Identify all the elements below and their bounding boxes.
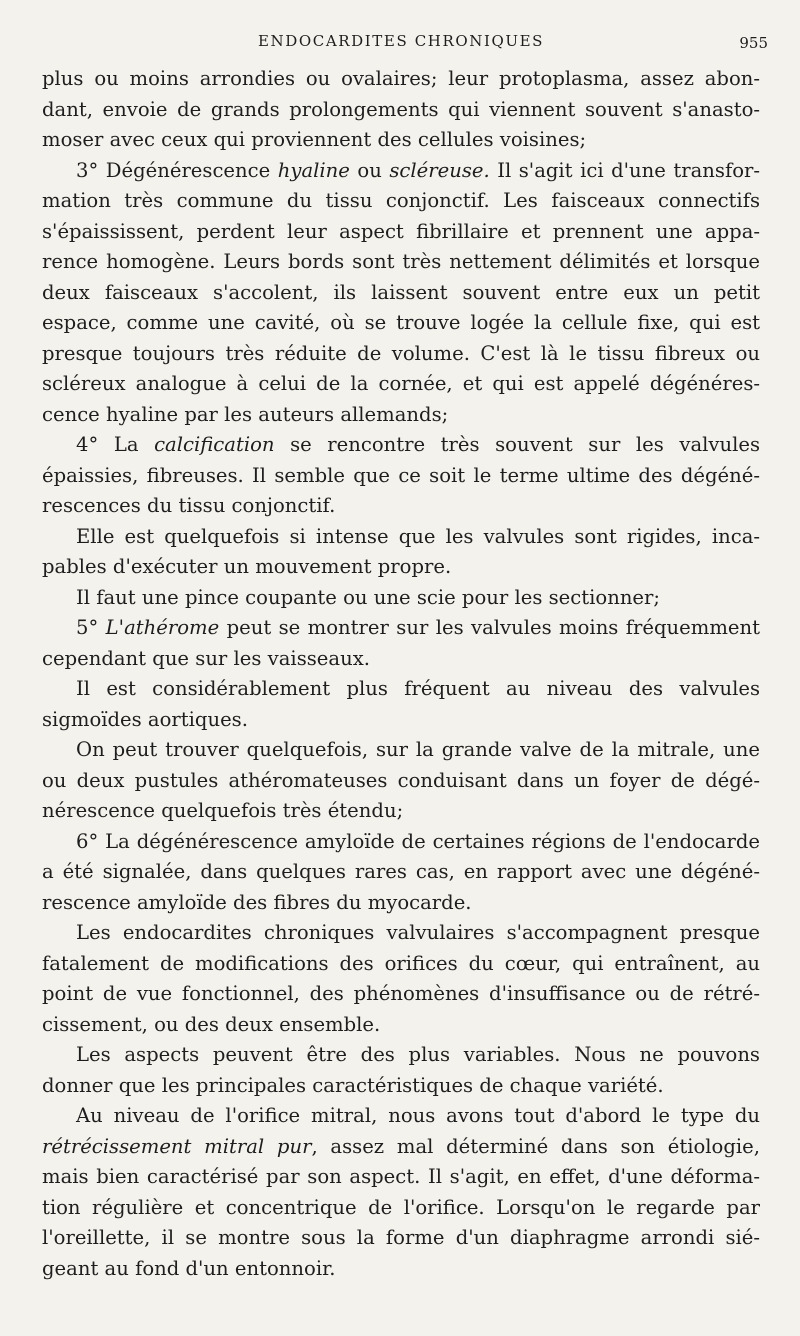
text-line: geant au fond d'un entonnoir. xyxy=(42,1256,336,1280)
text-line: pables d'exécuter un mouvement propre. xyxy=(42,555,452,578)
running-title: ENDOCARDITES CHRONIQUES xyxy=(257,32,545,50)
text-line: On peut trouver quelquefois, sur la grande valve de la mitrale, une xyxy=(76,738,760,761)
text-line: Au niveau de l'orifice mitral, nous avons tout d'abord le type du xyxy=(76,1104,760,1127)
text-line: cissement, ou des deux ensemble. xyxy=(42,1012,381,1036)
text-line: presque toujours très réduite de volume. C'est là le tissu fibreux ou xyxy=(42,341,760,365)
text-segment: 4° La xyxy=(76,433,155,456)
text-segment: , assez mal déterminé dans son étiologie, xyxy=(311,1134,760,1158)
text-line: s'épaississent, perdent leur aspect fibrillaire et prennent une appa- xyxy=(42,219,760,243)
page-number: 955 xyxy=(739,34,768,52)
text-line: Il faut une pince coupante ou une scie pour les sectionner; xyxy=(76,585,660,609)
text-line: Les endocardites chroniques valvulaires s'accompagnent presque xyxy=(76,921,760,944)
text-line: cence hyaline par les auteurs allemands; xyxy=(42,402,449,426)
text-line: plus ou moins arrondies ou ovalaires; leur protoplasma, assez abon- xyxy=(42,67,760,90)
text-line: deux faisceaux s'accolent, ils laissent souvent entre eux un petit xyxy=(42,280,760,304)
text-line: l'oreillette, il se montre sous la forme d'un diaphragme arrondi sié- xyxy=(42,1226,760,1249)
text-line: rence homogène. Leurs bords sont très nettement délimités et lorsque xyxy=(42,250,760,273)
text-line: donner que les principales caractéristiques de chaque variété. xyxy=(42,1073,664,1097)
text-line: tion régulière et concentrique de l'orifice. Lorsqu'on le regarde par xyxy=(42,1195,760,1219)
italic-term: rétrécissement mitral pur xyxy=(42,1134,312,1158)
body-text xyxy=(42,64,760,1284)
text-line: dant, envoie de grands prolongements qui viennent souvent s'anasto- xyxy=(42,97,760,121)
text-line: nérescence quelquefois très étendu; xyxy=(42,799,404,822)
text-line: Elle est quelquefois si intense que les valvules sont rigides, inca- xyxy=(76,524,760,548)
italic-term: scléreuse. xyxy=(389,158,490,182)
text-line: épaissies, fibreuses. Il semble que ce soit le terme ultime des dégéné- xyxy=(42,463,760,487)
text-line: 6° La dégénérescence amyloïde de certaines régions de l'endocarde xyxy=(76,829,760,853)
text-line: Il est considérablement plus fréquent au niveau des valvules xyxy=(76,677,760,700)
text-line: espace, comme une cavité, où se trouve logée la cellule fixe, qui est xyxy=(42,311,760,334)
text-line: point de vue fonctionnel, des phénomènes d'insuffisance ou de rétré- xyxy=(42,982,760,1005)
text-segment: Il s'agit ici d'une transfor- xyxy=(489,158,760,182)
text-line: moser avec ceux qui proviennent des cellules voisines; xyxy=(42,128,587,151)
text-line xyxy=(42,613,760,644)
text-line: mais bien caractérisé par son aspect. Il s'agit, en effet, d'une déforma- xyxy=(42,1165,760,1188)
text-segment: 3° Dégénérescence xyxy=(76,158,278,182)
text-segment: ou xyxy=(349,158,390,182)
text-line xyxy=(42,156,760,187)
text-segment: peut se montrer sur les valvules moins fréquemment xyxy=(219,616,760,639)
italic-term: L'athérome xyxy=(105,616,220,639)
text-line: fatalement de modifications des orifices du cœur, qui entraînent, au xyxy=(42,951,760,975)
text-line: ou deux pustules athéromateuses conduisant dans un foyer de dégé- xyxy=(42,768,760,792)
italic-term: hyaline xyxy=(277,158,350,182)
text-line: rescences du tissu conjonctif. xyxy=(42,494,336,517)
text-line xyxy=(42,1132,760,1163)
text-segment: se rencontre très souvent sur les valvules xyxy=(274,433,760,456)
text-line xyxy=(42,430,760,461)
text-line: scléreux analogue à celui de la cornée, et qui est appelé dégénéres- xyxy=(42,372,760,395)
text-line: mation très commune du tissu conjonctif. Les faisceaux connectifs xyxy=(42,189,760,212)
text-line: rescence amyloïde des fibres du myocarde. xyxy=(42,890,472,914)
text-line: Les aspects peuvent être des plus variables. Nous ne pouvons xyxy=(76,1043,760,1066)
running-head xyxy=(42,24,768,64)
text-line: sigmoïdes aortiques. xyxy=(42,707,248,731)
text-segment: 5° xyxy=(76,616,106,639)
text-line: a été signalée, dans quelques rares cas, en rapport avec une dégéné- xyxy=(42,860,760,883)
italic-term: calcification xyxy=(154,433,275,456)
text-line: cependant que sur les vaisseaux. xyxy=(42,646,370,670)
